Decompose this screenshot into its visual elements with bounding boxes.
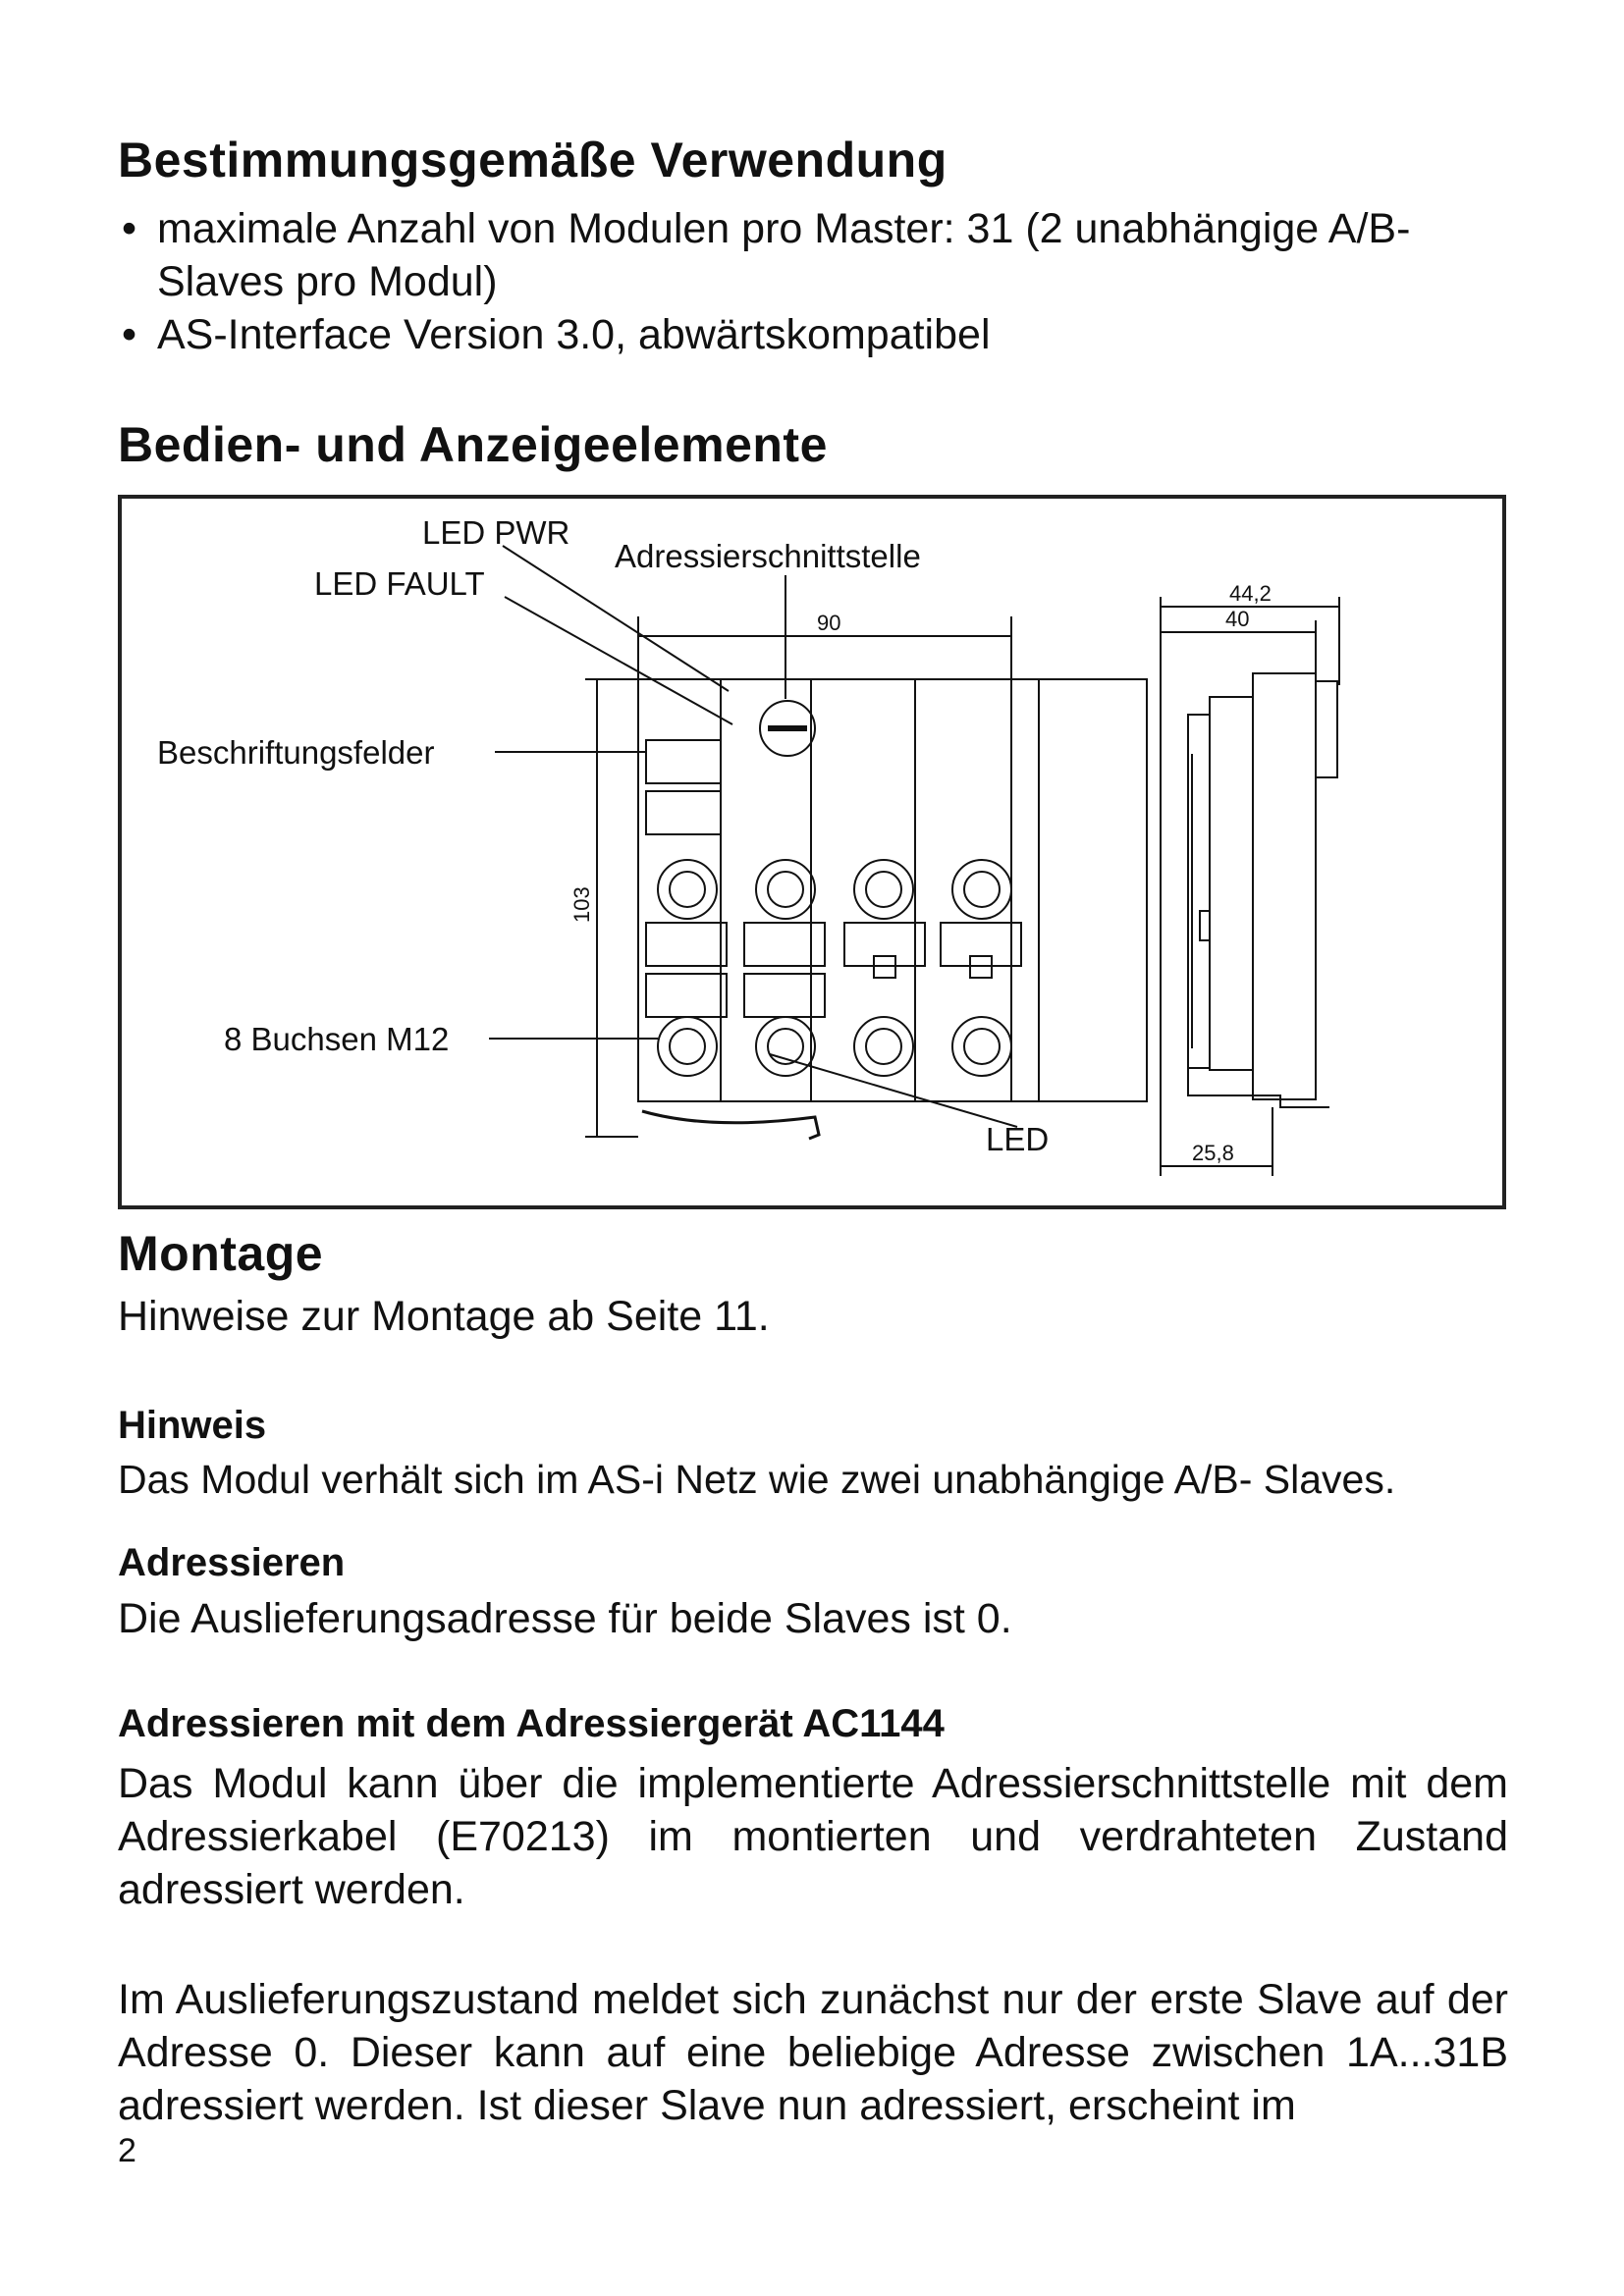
label-label-fields: Beschriftungsfelder [157, 734, 435, 771]
device-diagram-svg [122, 499, 1510, 1213]
usage-bullet-list [118, 202, 1508, 361]
section-title-montage: Montage [118, 1226, 324, 1281]
adressieren-ac1144-text: Das Modul kann über die implementierte Adressierschnittstelle mit dem Adressierkabel (E70213) im montierten und verdrahteten Zustand adressiert werden. [118, 1760, 1508, 1913]
label-led: LED [986, 1121, 1050, 1157]
section-title-adressieren-ac1144: Adressieren mit dem Adressiergerät AC1144 [118, 1702, 945, 1745]
module-left-half [638, 679, 811, 1101]
dim-width: 90 [817, 611, 841, 635]
label-led-fault: LED FAULT [314, 565, 485, 602]
label-led-pwr: LED PWR [422, 514, 570, 551]
section-title-controls: Bedien- und Anzeigeelemente [118, 417, 828, 472]
usage-bullet-item: • maximale Anzahl von Modulen pro Master: 31 (2 unabhängige A/B-Slaves pro Modul) [118, 202, 1508, 308]
montage-text: Hinweise zur Montage ab Seite 11. [118, 1293, 770, 1340]
label-field [646, 740, 721, 783]
page-number: 2 [118, 2132, 136, 2169]
adressieren-text: Die Auslieferungsadresse für beide Slaves ist 0. [118, 1595, 1012, 1642]
module-right-half [1011, 679, 1147, 1101]
m12-socket-row-top [658, 860, 1011, 919]
section-title-adressieren: Adressieren [118, 1541, 346, 1584]
adressieren-ac1144-text-2: Im Auslieferungszustand meldet sich zunächst nur der erste Slave auf der Adresse 0. Dieser kann auf eine beliebige Adresse zwischen 1A...31B adressiert werden. Ist dieser Slave nun adressiert, erscheint im [118, 1976, 1508, 2129]
m12-socket-row-bottom [658, 1017, 1011, 1076]
section-title-hinweis: Hinweis [118, 1404, 267, 1447]
dim-height: 103 [569, 886, 594, 923]
label-addressing-interface: Adressierschnittstelle [615, 538, 921, 574]
usage-bullet-item: • AS-Interface Version 3.0, abwärtskompatibel [118, 308, 1508, 361]
dim-depth-outer: 44,2 [1229, 581, 1272, 606]
hinweis-text: Das Modul verhält sich im AS-i Netz wie zwei unabhängige A/B- Slaves. [118, 1457, 1396, 1502]
dim-depth-inner: 40 [1225, 607, 1250, 631]
device-diagram [118, 495, 1506, 1209]
label-sockets: 8 Buchsen M12 [224, 1021, 450, 1057]
dim-base: 25,8 [1192, 1141, 1234, 1165]
label-field [646, 791, 721, 834]
leader-led [770, 1054, 1017, 1127]
side-view [1161, 597, 1339, 1176]
leader-led-fault [505, 597, 732, 724]
section-title-usage: Bestimmungsgemäße Verwendung [118, 133, 947, 187]
